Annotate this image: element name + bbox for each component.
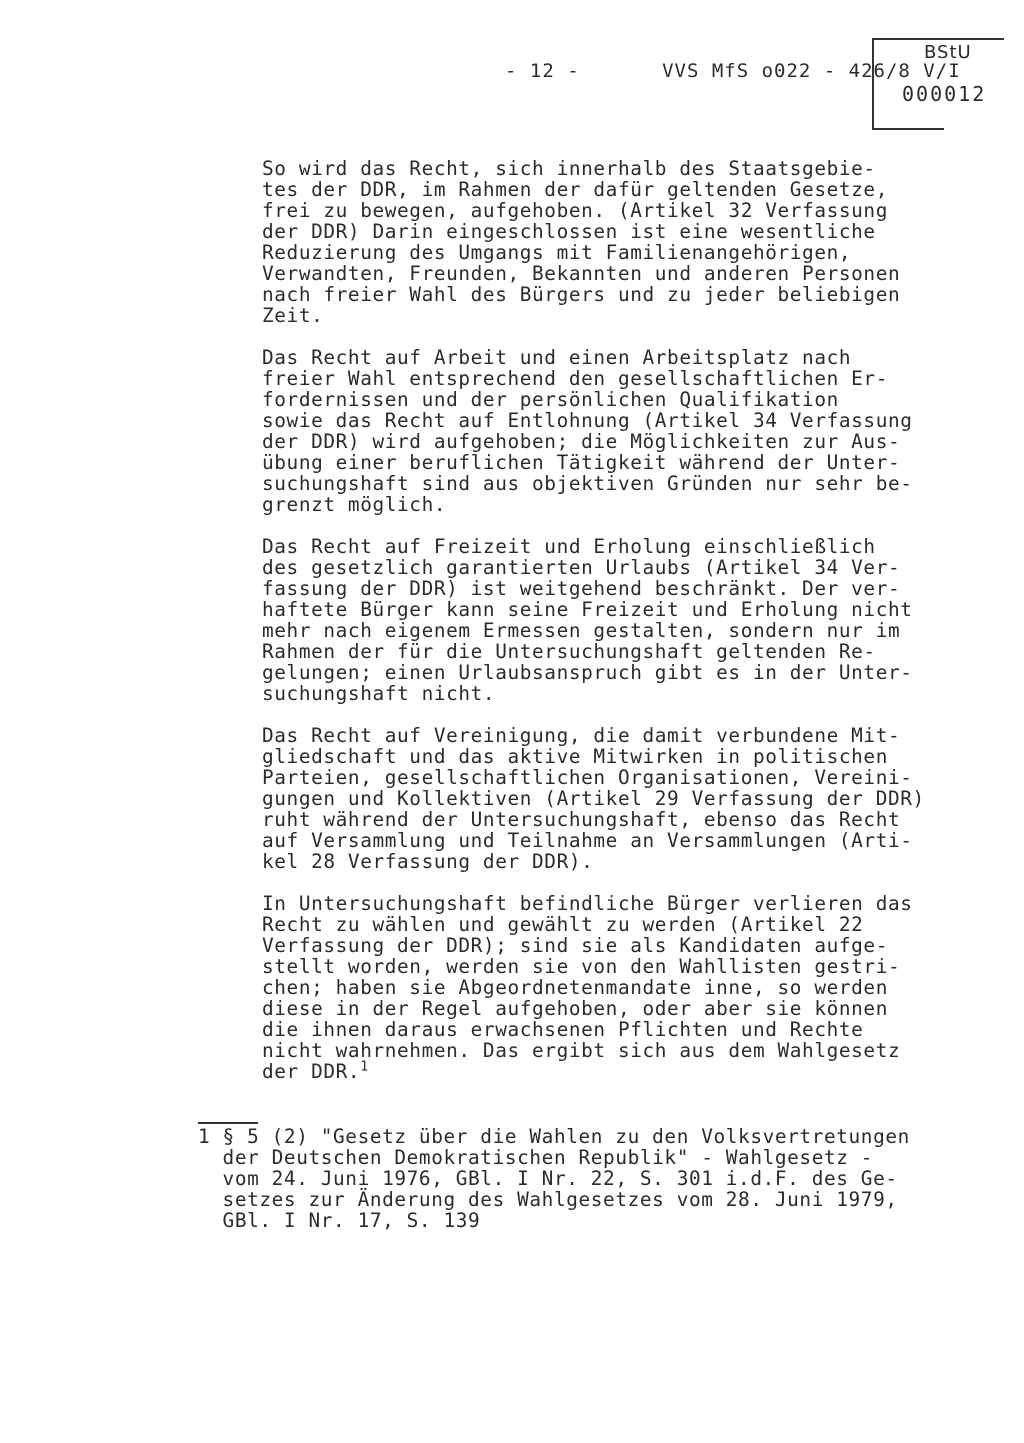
footnote-line: setzes zur Änderung des Wahlgesetzes vom 28. Juni 1979,: [198, 1188, 898, 1211]
text-line: So wird das Recht, sich innerhalb des Staatsgebie-: [262, 157, 876, 180]
text-line: In Untersuchungshaft befindliche Bürger verlieren das: [262, 892, 913, 915]
text-line: freier Wahl entsprechend den gesellschaftlichen Er-: [262, 367, 888, 390]
footnote-line: vom 24. Juni 1976, GBl. I Nr. 22, S. 301 i.d.F. des Ge-: [198, 1167, 898, 1190]
text-line: Verwandten, Freunden, Bekannten und anderen Personen: [262, 262, 901, 285]
paragraph-1: [262, 158, 962, 326]
footnote-line: GBl. I Nr. 17, S. 139: [198, 1209, 481, 1232]
text-line: frei zu bewegen, aufgehoben. (Artikel 32 Verfassung: [262, 199, 888, 222]
text-line: gungen und Kollektiven (Artikel 29 Verfassung der DDR): [262, 787, 925, 810]
footnote-divider: [198, 1122, 258, 1124]
paragraph-3: [262, 536, 962, 704]
text-line: grenzt möglich.: [262, 493, 447, 516]
text-line: nach freier Wahl des Bürgers und zu jeder beliebigen: [262, 283, 901, 306]
text-line: Das Recht auf Freizeit und Erholung einschließlich: [262, 535, 876, 558]
document-reference: VVS MfS o022 - 426/8 V/I: [662, 60, 961, 82]
footnote: [198, 1126, 988, 1231]
page-number: - 12 -: [505, 60, 580, 82]
text-line: kel 28 Verfassung der DDR).: [262, 850, 594, 873]
text-line: Reduzierung des Umgangs mit Familienangehörigen,: [262, 241, 852, 264]
text-line: ruht während der Untersuchungshaft, ebenso das Recht: [262, 808, 901, 831]
stamp-org: BStU: [924, 42, 972, 63]
text-line: chen; haben sie Abgeordnetenmandate inne, so werden: [262, 976, 888, 999]
paragraph-2: [262, 347, 962, 515]
text-line: Recht zu wählen und gewählt zu werden (Artikel 22: [262, 913, 864, 936]
paragraph-4: [262, 725, 962, 872]
text-line: nicht wahrnehmen. Das ergibt sich aus dem Wahlgesetz: [262, 1039, 901, 1062]
footnote-reference: 1: [360, 1059, 369, 1075]
text-line: sowie das Recht auf Entlohnung (Artikel 34 Verfassung: [262, 409, 913, 432]
text-line: suchungshaft nicht.: [262, 682, 496, 705]
text-line: fassung der DDR) ist weitgehend beschränkt. Der ver-: [262, 577, 901, 600]
text-line: der DDR) Darin eingeschlossen ist eine wesentliche: [262, 220, 876, 243]
text-line: fordernissen und der persönlichen Qualifikation: [262, 388, 839, 411]
archive-stamp: [872, 38, 1004, 130]
text-line: übung einer beruflichen Tätigkeit während der Unter-: [262, 451, 901, 474]
text-line: des gesetzlich garantierten Urlaubs (Artikel 34 Ver-: [262, 556, 901, 579]
footnote-line: 1 § 5 (2) "Gesetz über die Wahlen zu den Volksvertretungen: [198, 1125, 910, 1148]
text-line: mehr nach eigenem Ermessen gestalten, sondern nur im: [262, 619, 901, 642]
text-line: Das Recht auf Vereinigung, die damit verbundene Mit-: [262, 724, 901, 747]
text-line: Verfassung der DDR); sind sie als Kandidaten aufge-: [262, 934, 888, 957]
text-line-content: der DDR.: [262, 1060, 361, 1083]
text-line: die ihnen daraus erwachsenen Pflichten und Rechte: [262, 1018, 864, 1041]
text-line: Rahmen der für die Untersuchungshaft geltenden Re-: [262, 640, 876, 663]
text-line: tes der DDR, im Rahmen der dafür geltenden Gesetze,: [262, 178, 888, 201]
text-line: suchungshaft sind aus objektiven Gründen nur sehr be-: [262, 472, 913, 495]
footnote-line: der Deutschen Demokratischen Republik" - Wahlgesetz -: [198, 1146, 874, 1169]
text-line: der DDR) wird aufgehoben; die Möglichkeiten zur Aus-: [262, 430, 901, 453]
text-line: diese in der Regel aufgehoben, oder aber sie können: [262, 997, 888, 1020]
text-line: [262, 1061, 962, 1082]
text-line: Parteien, gesellschaftlichen Organisationen, Vereini-: [262, 766, 913, 789]
text-line: stellt worden, werden sie von den Wahllisten gestri-: [262, 955, 901, 978]
document-body: [262, 158, 962, 1103]
text-line: Das Recht auf Arbeit und einen Arbeitsplatz nach: [262, 346, 852, 369]
text-line: Zeit.: [262, 304, 324, 327]
text-line: gelungen; einen Urlaubsanspruch gibt es in der Unter-: [262, 661, 913, 684]
stamp-underline: [874, 128, 944, 130]
text-line: auf Versammlung und Teilnahme an Versammlungen (Arti-: [262, 829, 913, 852]
text-line: haftete Bürger kann seine Freizeit und Erholung nicht: [262, 598, 913, 621]
paragraph-5: [262, 893, 962, 1082]
stamp-number: 000012: [902, 82, 987, 106]
text-line: gliedschaft und das aktive Mitwirken in politischen: [262, 745, 888, 768]
